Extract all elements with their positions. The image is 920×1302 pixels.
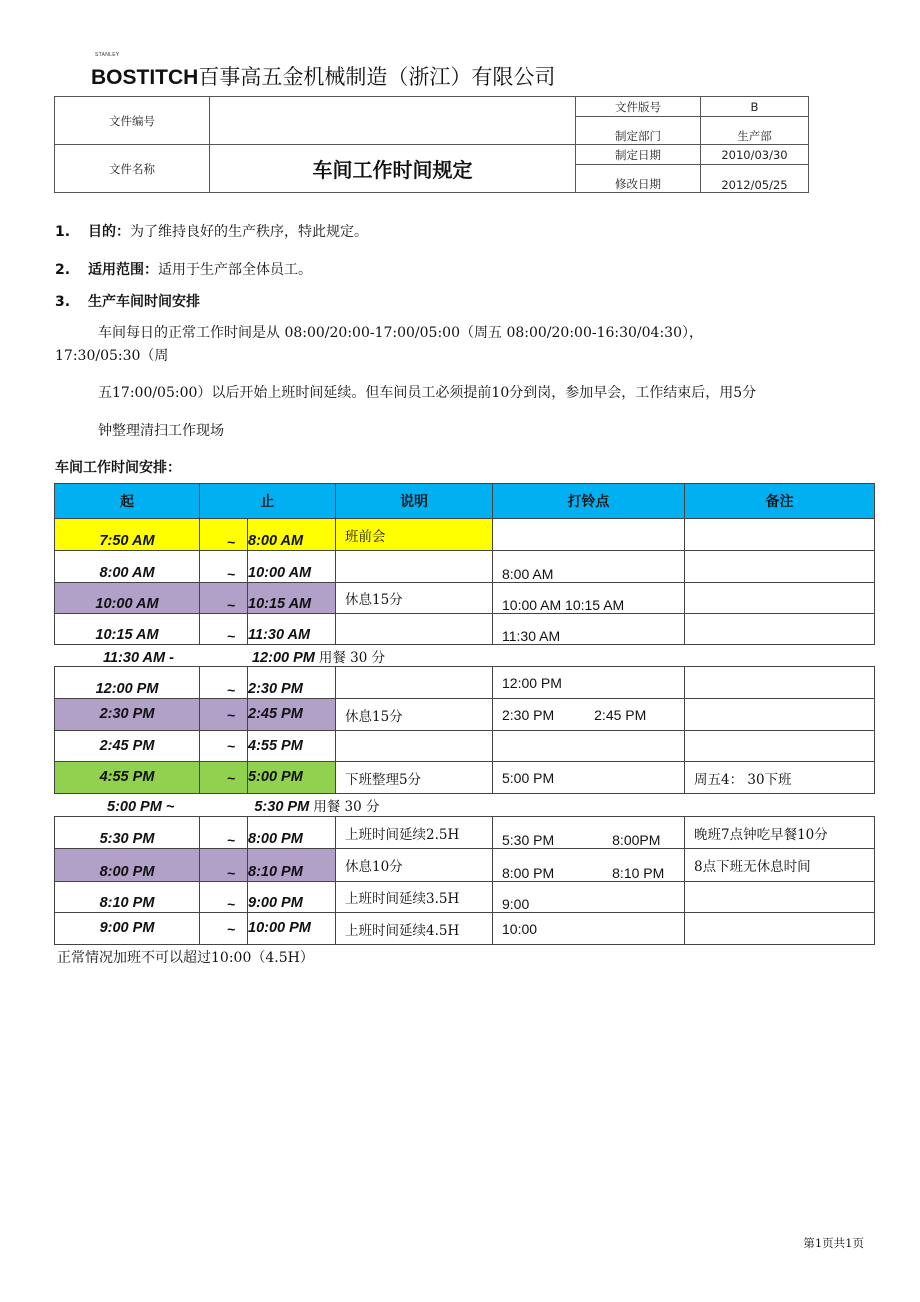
- modified-label: 修改日期: [576, 165, 701, 193]
- tilde: ~: [200, 583, 248, 614]
- header-end: 止: [200, 484, 336, 519]
- remark: [685, 614, 875, 645]
- tilde: ~: [200, 849, 248, 882]
- tilde: ~: [200, 913, 248, 945]
- section-number: 1.: [55, 224, 71, 240]
- bell-time-1: 2:30 PM: [502, 706, 555, 723]
- schedule-paragraph-line4: 钟整理清扫工作现场: [98, 423, 224, 439]
- start-time: 8:10 PM: [55, 882, 200, 913]
- remark: 8点下班无休息时间: [685, 849, 875, 882]
- lunch-break-row: [103, 646, 385, 666]
- start-time: 5:30 PM: [55, 817, 200, 849]
- schedule-paragraph-line1: 车间每日的正常工作时间是从 08:00/20:00-17:00/05:00（周五 08:00/20:00-16:30/04:30），: [98, 325, 703, 341]
- description: 上班时间延续3.5H: [336, 882, 493, 913]
- doc-no-value: [210, 97, 576, 145]
- section-text: 为了维持良好的生产秩序，特此规定。: [130, 224, 368, 240]
- table-row: [55, 699, 875, 731]
- table-row: [55, 913, 875, 945]
- section-number: 3.: [55, 294, 71, 310]
- end-time: 8:00 PM: [248, 817, 336, 849]
- bell-time: 5:00 PM: [493, 762, 685, 794]
- end-time: 5:00 PM: [248, 762, 336, 794]
- company-name-en: BOSTITCH: [91, 66, 199, 89]
- remark: [685, 699, 875, 731]
- description: [336, 614, 493, 645]
- lunch-end: 12:00 PM: [251, 650, 315, 666]
- bell-time-2: 8:00PM: [612, 832, 661, 848]
- bell-time: [493, 519, 685, 551]
- description: [336, 731, 493, 762]
- overtime-note: 正常情况加班不可以超过10:00（4.5H）: [57, 950, 314, 966]
- bell-time: 10:00: [493, 913, 685, 945]
- dept-label: 制定部门: [576, 117, 701, 145]
- remark: [685, 519, 875, 551]
- schedule-table-afternoon: [54, 666, 875, 794]
- remark: 周五4： 30下班: [685, 762, 875, 794]
- dept-value: 生产部: [701, 117, 809, 145]
- table-row: [55, 583, 875, 614]
- dinner-end: 5:30 PM: [254, 799, 310, 815]
- table-row: [55, 731, 875, 762]
- section-schedule: [55, 291, 200, 311]
- section-title: 适用范围：: [88, 262, 158, 278]
- remark: [685, 731, 875, 762]
- header-remark: 备注: [685, 484, 875, 519]
- table-row: [55, 762, 875, 794]
- tilde: ~: [200, 667, 248, 699]
- bell-time: [493, 731, 685, 762]
- dinner-start: 5:00 PM ~: [107, 799, 175, 815]
- start-time: 2:45 PM: [55, 731, 200, 762]
- document-header-table: [54, 96, 809, 193]
- dinner-break-row: [107, 795, 379, 815]
- bell-time: 12:00 PM: [493, 667, 685, 699]
- start-time: 4:55 PM: [55, 762, 200, 794]
- tilde: ~: [200, 817, 248, 849]
- start-time: 8:00 AM: [55, 551, 200, 583]
- tilde: ~: [200, 519, 248, 551]
- schedule-paragraph-line2: 17:30/05:30（周: [55, 348, 169, 364]
- tilde: ~: [200, 551, 248, 583]
- schedule-table-title: 车间工作时间安排：: [55, 460, 181, 476]
- header-desc: 说明: [336, 484, 493, 519]
- version-value: B: [701, 97, 809, 117]
- bell-time: 9:00: [493, 882, 685, 913]
- section-number: 2.: [55, 262, 71, 278]
- description: 班前会: [336, 519, 493, 551]
- doc-name-value: 车间工作时间规定: [210, 145, 576, 193]
- start-time: 2:30 PM: [55, 699, 200, 731]
- lunch-start: 11:30 AM -: [103, 650, 174, 666]
- remark: 晚班7点钟吃早餐10分: [685, 817, 875, 849]
- schedule-table-evening: [54, 816, 875, 945]
- table-row: [55, 551, 875, 583]
- remark: [685, 913, 875, 945]
- bell-time-2: 2:45 PM: [594, 706, 647, 723]
- doc-no-label: 文件编号: [55, 97, 210, 145]
- schedule-paragraph-line3: 五17:00/05:00）以后开始上班时间延续。但车间员工必须提前10分到岗，参加早会，工作结束后，用5分: [98, 385, 757, 401]
- bell-time: [493, 817, 685, 849]
- doc-name-label: 文件名称: [55, 145, 210, 193]
- end-time: 10:15 AM: [248, 583, 336, 614]
- bell-time: 8:00 AM: [493, 551, 685, 583]
- created-value: 2010/03/30: [701, 145, 809, 165]
- description: 下班整理5分: [336, 762, 493, 794]
- tilde: ~: [200, 882, 248, 913]
- header-bell: 打铃点: [493, 484, 685, 519]
- start-time: 8:00 PM: [55, 849, 200, 882]
- table-row: [55, 882, 875, 913]
- start-time: 7:50 AM: [55, 519, 200, 551]
- tilde: ~: [200, 731, 248, 762]
- created-label: 制定日期: [576, 145, 701, 165]
- end-time: 9:00 PM: [248, 882, 336, 913]
- table-row: [55, 849, 875, 882]
- tilde: ~: [200, 762, 248, 794]
- bell-time-1: 5:30 PM: [502, 832, 555, 848]
- section-purpose: [55, 221, 368, 241]
- bell-time-2: 8:10 PM: [612, 865, 665, 881]
- section-title: 目的：: [88, 224, 130, 240]
- end-time: 2:30 PM: [248, 667, 336, 699]
- end-time: 10:00 AM: [248, 551, 336, 583]
- end-time: 10:00 PM: [248, 913, 336, 945]
- bell-time-1: 8:00 PM: [502, 865, 555, 881]
- table-row: [55, 817, 875, 849]
- description: 上班时间延续4.5H: [336, 913, 493, 945]
- bell-time: [493, 699, 685, 731]
- bell-time: 11:30 AM: [493, 614, 685, 645]
- table-row: [55, 519, 875, 551]
- end-time: 2:45 PM: [248, 699, 336, 731]
- modified-value: 2012/05/25: [701, 165, 809, 193]
- remark: [685, 583, 875, 614]
- start-time: 12:00 PM: [55, 667, 200, 699]
- remark: [685, 667, 875, 699]
- section-scope: [55, 259, 312, 279]
- tilde: ~: [200, 614, 248, 645]
- remark: [685, 882, 875, 913]
- version-label: 文件版号: [576, 97, 701, 117]
- remark: [685, 551, 875, 583]
- description: 休息10分: [336, 849, 493, 882]
- page-number: 第1页共1页: [803, 1236, 864, 1250]
- description: 休息15分: [336, 699, 493, 731]
- start-time: 9:00 PM: [55, 913, 200, 945]
- end-time: 8:00 AM: [248, 519, 336, 551]
- bell-time: 10:00 AM 10:15 AM: [493, 583, 685, 614]
- description: 休息15分: [336, 583, 493, 614]
- section-title: 生产车间时间安排: [88, 294, 200, 310]
- schedule-table-morning: [54, 483, 875, 645]
- description: [336, 551, 493, 583]
- description: 上班时间延续2.5H: [336, 817, 493, 849]
- tilde: ~: [200, 699, 248, 731]
- end-time: 4:55 PM: [248, 731, 336, 762]
- section-text: 适用于生产部全体员工。: [158, 262, 312, 278]
- start-time: 10:15 AM: [55, 614, 200, 645]
- company-name: [91, 61, 555, 91]
- end-time: 11:30 AM: [248, 614, 336, 645]
- table-row: [55, 614, 875, 645]
- dinner-label: 用餐 30 分: [313, 799, 380, 815]
- end-time: 8:10 PM: [248, 849, 336, 882]
- start-time: 10:00 AM: [55, 583, 200, 614]
- stanley-mark: STANLEY: [95, 52, 120, 58]
- bell-time: [493, 849, 685, 882]
- header-start: 起: [55, 484, 200, 519]
- description: [336, 667, 493, 699]
- lunch-label: 用餐 30 分: [318, 650, 386, 666]
- table-row: [55, 667, 875, 699]
- company-name-cn: 百事高五金机械制造（浙江）有限公司: [198, 65, 556, 89]
